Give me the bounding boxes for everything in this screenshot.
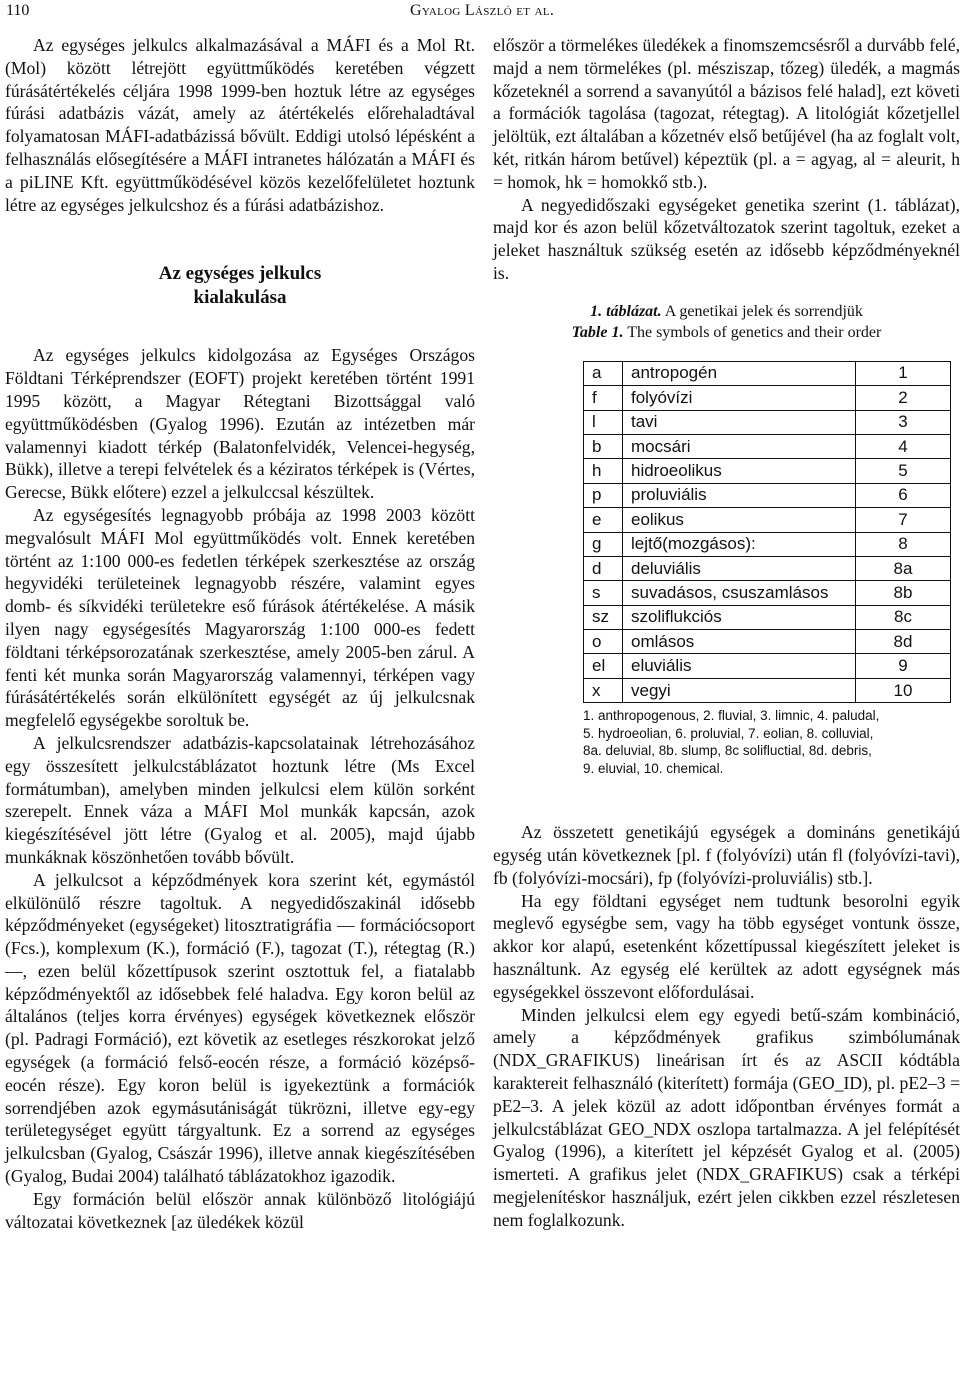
genetics-name-cell: lejtő(mozgásos): — [623, 532, 856, 556]
genetics-name-cell: vegyi — [623, 678, 856, 702]
table-caption-en-text: The symbols of genetics and their order — [627, 323, 882, 341]
left-paragraph-4: A jelkulcsrendszer adatbázis-kapcsolatainak létrehozásához egy összesített jelkulcstáblázatot hoztunk létre (Ms Excel formátumban), amelyben minden jelkulcsi elem külön sorként szerepelt. Ennek váza a MÁFI Mol munkák kapcsán, azok kiegészítésével jött létre (Gyalog et al. 2005), majd újabb munkáknak köszönhetően tovább bővült. — [5, 732, 475, 867]
order-cell: 6 — [856, 483, 951, 507]
table-caption-hungarian — [493, 301, 960, 322]
symbol-cell: x — [584, 678, 623, 702]
page-number: 110 — [6, 2, 30, 19]
right-paragraph-5: Minden jelkulcsi elem egy egyedi betű-szám kombináció, amely a képződmények grafikus szimbólumának (NDX_GRAFIKUS) lineárisan írt és az ASCII kódtábla karaktereit felhasználó (kiterített) formája (GEO_ID), pl. pE2–3 = pE2–3. A jelek közül az adott időpontban érvényes formát a jelkulcstáblázat GEO_NDX oszlopa tartalmazza. A jel felépítését Gyalog (1996), a kiterített jel képzését Gyalog et al. (2005) ismerteti. A grafikus jelet (NDX_GRAFIKUS) csak a térképi megjelenítéskor használjuk, ezért jelen cikkben ezzel részletesen nem foglalkozunk. — [493, 1004, 960, 1230]
symbol-cell: l — [584, 410, 623, 434]
symbol-cell: o — [584, 630, 623, 654]
order-cell: 9 — [856, 654, 951, 678]
order-cell: 1 — [856, 361, 951, 385]
genetics-name-cell: suvadásos, csuszamlásos — [623, 581, 856, 605]
left-paragraph-6: Egy formáción belül először annak különböző litológiájú változatai következnek [az üledékek közül — [5, 1188, 475, 1232]
table-row — [584, 459, 951, 483]
order-cell: 8 — [856, 532, 951, 556]
table-row — [584, 556, 951, 580]
genetics-name-cell: proluviális — [623, 483, 856, 507]
left-column — [5, 34, 475, 1233]
symbol-cell: b — [584, 434, 623, 458]
left-paragraph-5: A jelkulcsot a képződmények kora szerint két, egymástól elkülönülő részre tagoltuk. A negyedidőszakinál idősebb képződményeket (egységeket) litosztratigráfia — formációcsoport (Fcs.), komplexum (K.), formáció (F.), tagozat (T.), rétegtag (R.) —, ezen belül kőzettípusok szerint osztottuk fel, a fiatalabb képződményektől az idősebbek felé haladva. Egy koron belül az általános (teljes korra érvényes) egységek következnek először (pl. Padragi Formáció), ezt követik az esetleges részkorokat jelző egységek (a formáció felső-eocén része, a formáció középső-eocén része). Egy koron belül is igyekeztünk a formációk sorrendjében azok egymásutániságát tükrözni, illetve egy-egy területegységet együtt tárgyaltunk. Ez a sorrend az egységes jelkulcsban (Gyalog, Császár 1996), illetve annak kiegészítésében (Gyalog, Budai 2004) található táblázatokhoz igazodik. — [5, 869, 475, 1187]
symbol-cell: s — [584, 581, 623, 605]
section-heading — [5, 262, 475, 310]
left-paragraph-3: Az egységesítés legnagyobb próbája az 1998 2003 között megvalósult MÁFI Mol együttműködés volt. Ennek keretében történt az 1:100 000-es fedetlen térképek szerkesztése az ország hegyvidéki területeinek legnagyobb részére, valamint egyes domb- és síkvidéki területekre eső fúrások átértékelése. A másik ilyen nagy egységesítés Magyarország 1:100 000-es fedett földtani térképsorozatának szerkesztése, amely 2005-ben zárul. A fenti két munka során Magyarország valamennyi, térképen vagy fúrásátértékelés során elkülönített egységét az új jelkulcsnak megfelelő egységekbe soroltuk be. — [5, 504, 475, 731]
section-heading-line-2: kialakulása — [193, 287, 287, 309]
symbol-cell: h — [584, 459, 623, 483]
order-cell: 10 — [856, 678, 951, 702]
genetics-name-cell: eolikus — [623, 508, 856, 532]
right-column — [493, 34, 960, 1232]
left-paragraph-2: Az egységes jelkulcs kidolgozása az Egységes Országos Földtani Térképrendszer (EOFT) projekt keretében történt 1991 1995 között, a Magyar Rétegtani Bizottsággal való együttműködésben (Gyalog 1996). Ezután az intézetben már valamennyi kiadott térkép (Balatonfelvidék, Velencei-hegység, Bükk), illetve a terepi felvételek és a kéziratos térképek is (Vértes, Gerecse, Bükk előtere) ezzel a jelkulccsal készültek. — [5, 345, 475, 503]
section-heading-line-1: Az egységes jelkulcs — [158, 263, 322, 285]
order-cell: 8a — [856, 556, 951, 580]
order-cell: 8b — [856, 581, 951, 605]
table-caption-en-label: Table 1. — [571, 323, 624, 341]
order-cell: 4 — [856, 434, 951, 458]
symbol-cell: f — [584, 386, 623, 410]
table-caption-english — [493, 322, 960, 343]
genetics-name-cell: hidroeolikus — [623, 459, 856, 483]
right-paragraph-1: először a törmelékes üledékek a finomszemcsésről a durvább felé, majd a nem törmelékes (pl. mésziszap, tőzeg) üledék, a magmás kőzeteknél a sorrend a savanyútól a bázisos felé halad], ezt követi a formációk tagolása (tagozat, rétegtag). A litológiát kőzetjellel jelöltük, ezt általában a kőzetnév első betűjével (ha az foglalt volt, két, ritkán három betűvel) képeztük (pl. a = agyag, al = aleurit, h = homok, hk = homokkő stb.). — [493, 35, 960, 192]
running-head: Gyalog László et al. — [410, 2, 555, 19]
table-row — [584, 386, 951, 410]
table-row — [584, 434, 951, 458]
table-caption-hu-label: 1. táblázat. — [590, 302, 662, 320]
table-row — [584, 605, 951, 629]
genetics-name-cell: tavi — [623, 410, 856, 434]
symbol-cell: p — [584, 483, 623, 507]
symbol-cell: el — [584, 654, 623, 678]
order-cell: 3 — [856, 410, 951, 434]
table-row — [584, 410, 951, 434]
symbol-cell: e — [584, 508, 623, 532]
symbol-cell: sz — [584, 605, 623, 629]
table-row — [584, 483, 951, 507]
table-caption — [493, 301, 960, 343]
table-row — [584, 361, 951, 385]
order-cell: 2 — [856, 386, 951, 410]
left-paragraph-1: Az egységes jelkulcs alkalmazásával a MÁFI és a Mol Rt. (Mol) között létrejött együttműködés keretében végzett fúrásátértékelés céljára 1998 1999-ben hoztuk létre az egységes fúrási adatbázis vázát, amely az átértékelés előrehaladtával folyamatosan MÁFI-adatbázissá bővült. Eddigi utolsó lépésként a felhasználás elősegítésére a MÁFI intranetes hálózatán a MÁFI és a piLINE Kft. együttműködésével közös kezelőfelületet hoztunk létre az egységes jelkulcshoz és a fúrási adatbázishoz. — [5, 35, 475, 215]
genetics-name-cell: mocsári — [623, 434, 856, 458]
symbol-cell: a — [584, 361, 623, 385]
after-table-text — [493, 821, 960, 1231]
genetics-name-cell: omlásos — [623, 630, 856, 654]
order-cell: 7 — [856, 508, 951, 532]
table-footnote: 1. anthropogenous, 2. fluvial, 3. limnic, 4. paludal, 5. hydroeolian, 6. proluvial, 7. eolian, 8. colluvial, 8a. deluvial, 8b. slump, 8c solifluctial, 8d. debris, 9. eluvial, 10. chemical. — [583, 708, 880, 776]
table-row — [584, 532, 951, 556]
genetics-name-cell: szoliflukciós — [623, 605, 856, 629]
table-row — [584, 581, 951, 605]
genetics-table-body — [584, 361, 951, 702]
right-paragraph-4: Ha egy földtani egységet nem tudtunk besorolni egyik meglevő egységbe sem, vagy ha több egységet vontunk össze, akkor kor alapú, esetenként kőzettípussal kiegészített jeleket is használtunk. Az egység elé kerültek az adott egységnek más egységekkel összevont előfordulásai. — [493, 890, 960, 1002]
symbol-cell: g — [584, 532, 623, 556]
order-cell: 5 — [856, 459, 951, 483]
table-row — [584, 654, 951, 678]
genetics-name-cell: eluviális — [623, 654, 856, 678]
table-row — [584, 508, 951, 532]
symbol-cell: d — [584, 556, 623, 580]
genetics-table — [583, 361, 951, 703]
genetics-name-cell: deluviális — [623, 556, 856, 580]
right-paragraph-3: Az összetett genetikájú egységek a domináns genetikájú egység után következnek [pl. f (folyóvízi) után fl (folyóvízi-tavi), fb (folyóvízi-mocsári), fp (folyóvízi-proluviális) stb.]. — [493, 822, 960, 888]
right-paragraph-2: A negyedidőszaki egységeket genetika szerint (1. táblázat), majd kor és azon belül kőzetváltozatok szerint tagoltuk, ezeket a jeleket használtuk szükség esetén az idősebb képződményeknél is. — [493, 194, 960, 283]
table-row — [584, 630, 951, 654]
genetics-name-cell: folyóvízi — [623, 386, 856, 410]
genetics-name-cell: antropogén — [623, 361, 856, 385]
table-row — [584, 678, 951, 702]
page-header — [0, 0, 960, 30]
order-cell: 8c — [856, 605, 951, 629]
order-cell: 8d — [856, 630, 951, 654]
table-caption-hu-text: A genetikai jelek és sorrendjük — [664, 302, 863, 320]
